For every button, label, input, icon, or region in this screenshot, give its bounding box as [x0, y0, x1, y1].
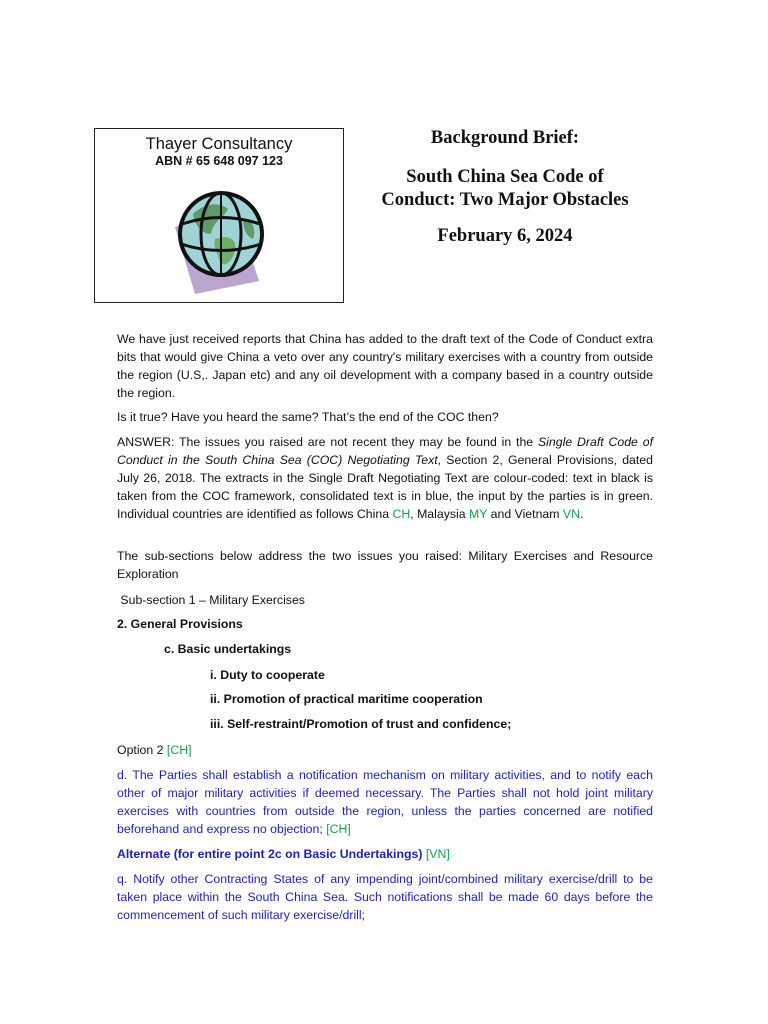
item-iii: iii. Self-restraint/Promotion of trust and confidence; — [210, 717, 512, 731]
code-vn: VN — [562, 507, 580, 521]
alternate-heading — [117, 845, 653, 863]
tag-ch: [CH] — [166, 743, 192, 757]
tag-ch: [CH] — [326, 822, 351, 836]
option-label: Option 2 — [117, 743, 167, 757]
logo-box — [94, 128, 344, 303]
answer-text: and Vietnam — [487, 507, 563, 521]
title-line-2: Conduct: Two Major Obstacles — [381, 190, 629, 210]
code-my: MY — [469, 507, 488, 521]
code-ch: CH — [392, 507, 411, 521]
heading-basic-undertakings: c. Basic undertakings — [164, 642, 292, 656]
paragraph-subsections: The sub-sections below address the two issues you raised: Military Exercises and Resource Exploration — [117, 549, 653, 581]
globe-icon — [173, 189, 273, 294]
paragraph-question: We have just received reports that China has added to the draft text of the Code of Conduct extra bits that would give China a veto over any country's military exercises with a country from outside the region (U.S,. Japan etc) and any oil development with a company based in a country outside the region. — [117, 332, 653, 400]
heading-general-provisions: 2. General Provisions — [117, 617, 243, 631]
answer-text: , Section 2, General Provisions, dated July 26, 2018. The extracts in the Single Draft Negotiating Text are colour-coded: text in black is taken from the COC framework, consolidated text is in blue, the input by the parties is in green. Individual countries are identified as follows China — [117, 453, 653, 521]
paragraph-answer — [117, 433, 653, 523]
answer-text: ANSWER: The issues you raised are not recent they may be found in the — [117, 435, 538, 449]
company-name: Thayer Consultancy — [145, 135, 293, 153]
answer-text: , Malaysia — [410, 507, 470, 521]
item-i: i. Duty to cooperate — [210, 668, 325, 682]
tag-vn: [VN] — [425, 847, 450, 861]
title-line-1: South China Sea Code of — [406, 167, 604, 187]
point-d-text: d. The Parties shall establish a notification mechanism on military activities, and to notify each other of major military activities if deemed necessary. The Parties shall not hold joint military exercises with countries from outside the region, unless the parties concerned are notified beforehand and express no objection; — [117, 768, 653, 836]
paragraph-is-it-true: Is it true? Have you heard the same? That’s the end of the COC then? — [117, 410, 499, 424]
alternate-label: Alternate (for entire point 2c on Basic Undertakings) — [117, 847, 426, 861]
option-2 — [117, 741, 653, 759]
brief-date: February 6, 2024 — [437, 226, 573, 246]
company-abn: ABN # 65 648 097 123 — [155, 154, 283, 168]
brief-kicker: Background Brief: — [430, 128, 580, 148]
point-d — [117, 766, 653, 838]
subsection-heading: Sub-section 1 – Military Exercises — [117, 593, 305, 607]
page-title — [352, 166, 658, 212]
document-citation: Single Draft Code of Conduct in the South China Sea (COC) Negotiating Text — [117, 435, 653, 467]
item-ii: ii. Promotion of practical maritime cooperation — [210, 692, 483, 706]
answer-text: . — [580, 507, 584, 521]
point-q: q. Notify other Contracting States of any impending joint/combined military exercise/drill to be taken place within the South China Sea. Such notifications shall be made 60 days before the commencement of such military exercise/drill; — [117, 872, 653, 922]
